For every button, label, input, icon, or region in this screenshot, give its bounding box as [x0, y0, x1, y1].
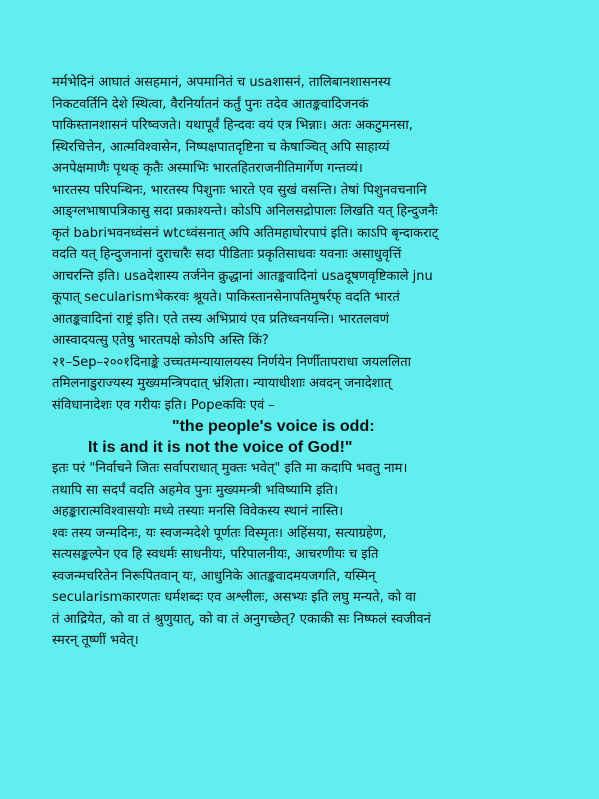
text-line: वदति यत् हिन्दुजनानां दुराचारैः सदा पीडिताः प्रकृतिसाधवः यवनाः असाधुवृत्तिं	[52, 247, 402, 262]
text-line: तथापि सा सदर्पं वदति अहमेव पुनः मुख्यमन्त्री भविष्यामि इति।	[52, 482, 339, 498]
text-line: स्मरन् तूष्णीं भवेत्।	[52, 633, 139, 648]
paragraph-3	[52, 458, 555, 652]
text-line: पाकिस्तानशासनं परिष्वजते। यथापूर्वं हिन्दवः वयं एत्र भिन्नाः। अतः अकटुमनसा,	[52, 118, 413, 133]
paragraph-2	[52, 352, 555, 417]
text-line: तमिलनाडुराज्यस्य मुख्यमन्त्रिपदात् भ्रंशिता। न्यायाधीशाः अवदन् जनादेशात्	[52, 376, 392, 391]
text-line: कूपात् secularismभेकरवः श्रूयते। पाकिस्तानसेनापतिमुषर्रफ् वदति भारतं	[52, 290, 400, 305]
text-line: भारतस्य परिपन्थिनः, भारतस्य पिशुनाः भारते एव सुखं वसन्ति। तेषां पिशुनवचनानि	[52, 182, 427, 198]
text-line: आङ्ग्लभाषापत्रिकासु सदा प्रकाश्यन्ते। कोऽपि अनिलसद्रोपालः लिखति यत् हिन्दुजनैः	[52, 204, 438, 219]
text-line: श्वः तस्य जन्मदिनः, यः स्वजन्मदेशे पूर्णतः विस्मृतः। अहिंसया, सत्याग्रहेण,	[52, 525, 387, 541]
text-line: secularismकारणतः धर्मशब्दः एव अश्लीलः, असभ्यः इति लघु मन्यते, को वा	[52, 590, 416, 605]
text-line: आतङ्कवादिनां राष्ट्रं इति। एते तस्य अभिप्रायं एव प्रतिध्वनयन्ति। भारतलवणं	[52, 311, 389, 327]
text-line: इतः परं "निर्वाचने जितः सर्वापराधात् मुक्तः भवेत्" इति मा कदापि भवतु नाम।	[52, 461, 408, 476]
pope-quote	[52, 416, 555, 458]
text-line: आस्वादयत्सु एतेषु भारतपक्षे कोऽपि अस्ति किं?	[52, 333, 269, 348]
text-line: स्थिरचित्तेन, आत्मविश्वासेन, निष्पक्षपातदृष्टिना च केषाञ्चित् अपि साहाय्यं	[52, 139, 390, 155]
text-line: मर्मभेदिनं आघातं असहमानं, अपमानितं च usaशासनं, तालिबानशासनस्य	[52, 75, 391, 90]
paragraph-1	[52, 72, 555, 352]
text-line: अनपेक्षमाणैः पृथक् कृतैः अस्माभिः भारतहितराजनीतिमार्गेण गन्तव्यं।	[52, 161, 363, 176]
quote-line-1: "the people's voice is odd:	[172, 418, 375, 435]
text-line: आचरन्ति इति। usaदेशास्य तर्जनेन क्रुद्धानां आतङ्कवादिनां usaदूषणवृष्टिकाले jnu	[52, 268, 433, 284]
text-line: कृतं babriभवनध्वंसनं wtcध्वंसनात् अपि अतिमहाघोरपापं इति। काऽपि बृन्दाकराट्	[52, 225, 439, 241]
text-line: स्वजन्मचरितेन निरूपितवान् यः, आधुनिके आतङ्कवादमयजगति, यस्मिन्	[52, 568, 376, 584]
text-line: तं आद्रियेत, को वा तं श्रुणुयात्, को वा तं अनुगच्छेत्? एकाकी सः निष्फलं स्वजीवनं	[52, 611, 431, 627]
text-line: सत्यसङ्कल्पेन एव हि स्वधर्मः साधनीयः, परिपालनीयः, आचरणीयः च इति	[52, 547, 379, 562]
text-line: अहङ्कारात्मविश्वासयोः मध्ये तस्याः मनसि विवेकस्य स्थानं नास्ति।	[52, 504, 344, 519]
text-line: २१–Sep–२००१दिनाङ्के उच्चतमन्यायालयस्य निर्णयेन निर्णीतापराधा जयललिता	[52, 354, 411, 370]
text-line: संविधानादेशः एव गरीयः इति। Popeकविः एवं –	[52, 397, 275, 413]
text-line: निकटवर्तिनि देशे स्थित्वा, वैरनिर्यातनं कर्तुं पुनः तदेव आतङ्कवादिजनकं	[52, 96, 369, 112]
quote-line-2: It is and it is not the voice of God!"	[88, 439, 353, 456]
